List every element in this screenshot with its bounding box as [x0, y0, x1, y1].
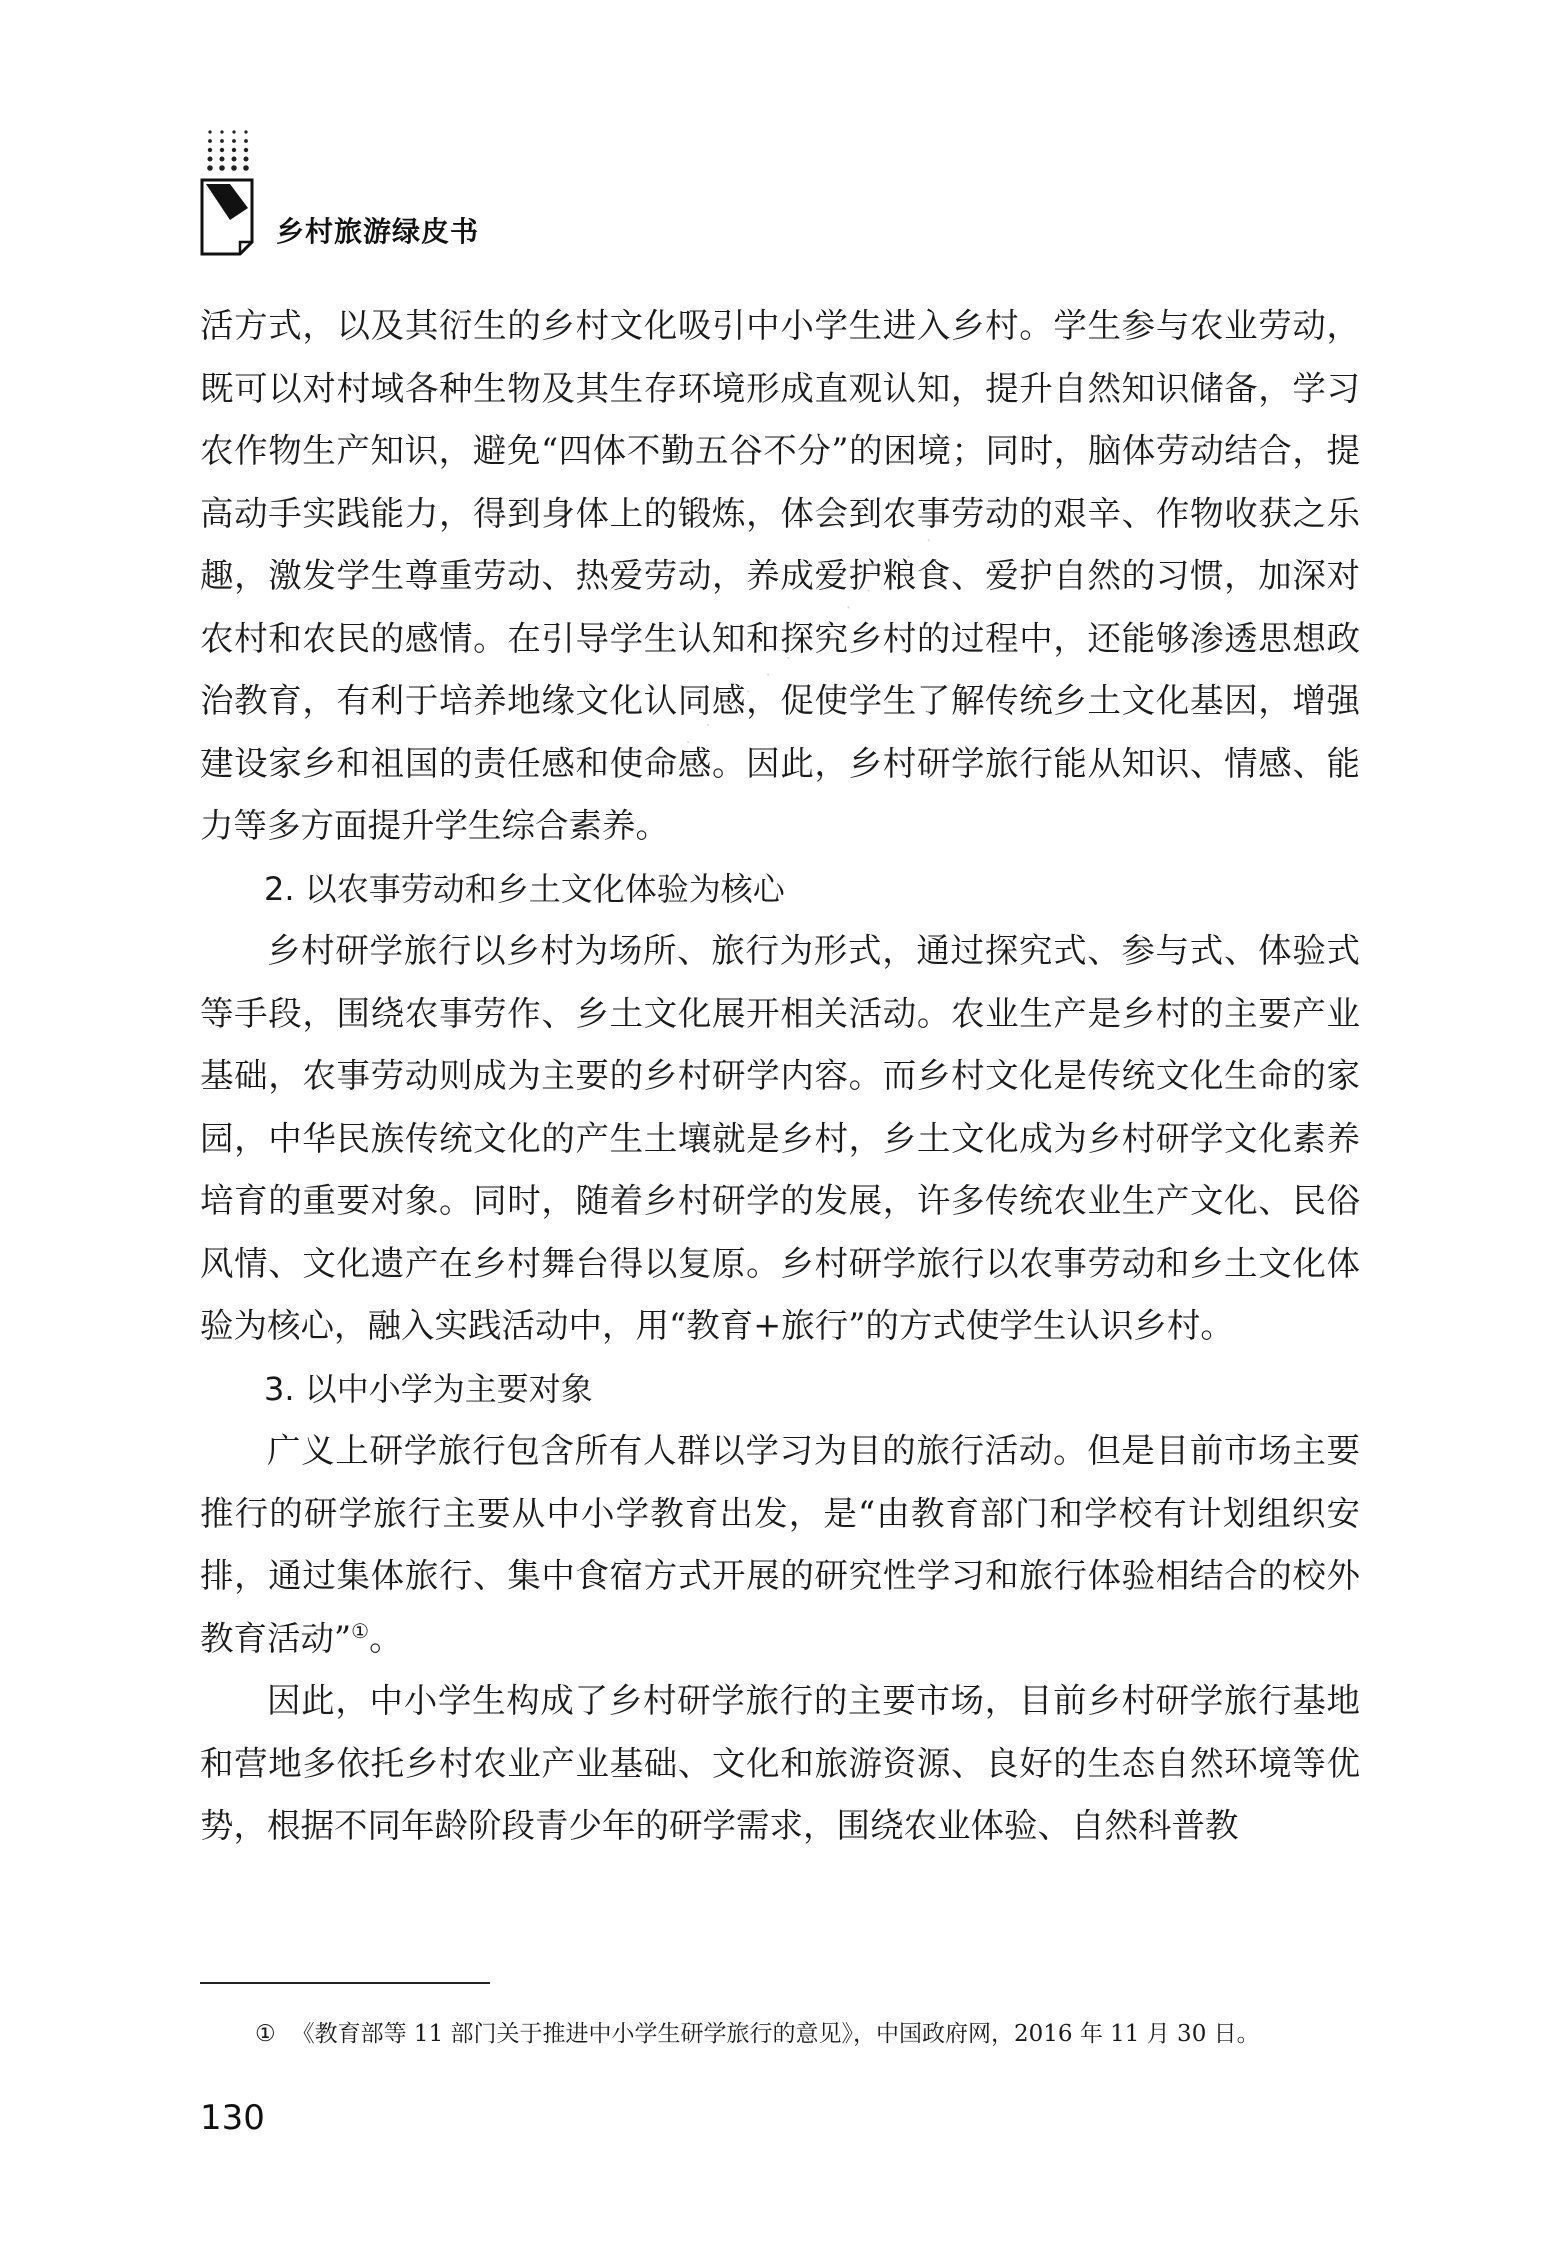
- paragraph: 因此，中小学生构成了乡村研学旅行的主要市场，目前乡村研学旅行基地和营地多依托乡村农业产业基础、文化和旅游资源、良好的生态自然环境等优势，根据不同年龄阶段青少年的研学需求，围绕农业体验、自然科普教: [200, 1681, 1360, 1845]
- footnote-divider: [200, 1982, 490, 1984]
- watermark: · · · · · · · · · · · · · · ·: [640, 526, 943, 785]
- running-header: [200, 128, 800, 258]
- paragraph: 乡村研学旅行以乡村为场所、旅行为形式，通过探究式、参与式、体验式等手段，围绕农事劳作、乡土文化展开相关活动。农业生产是乡村的主要产业基础，农事劳动则成为主要的乡村研学内容。而乡村文化是传统文化生命的家园，中华民族传统文化的产生土壤就是乡村，乡土文化成为乡村研学文化素养培育的重要对象。同时，随着乡村研学的发展，许多传统农业生产文化、民俗风情、文化遗产在乡村舞台得以复原。乡村研学旅行以农事劳动和乡土文化体验为核心，融入实践活动中，用“教育+旅行”的方式使学生认识乡村。: [200, 931, 1360, 1345]
- footnote-mark: ①: [255, 2021, 276, 2047]
- running-header-title: 乡村旅游绿皮书: [276, 215, 480, 248]
- paragraph-text: 活方式，以及其衍生的乡村文化吸引中小学生进入乡村。学生参与农业劳动，既可以对村域各种生物及其生存环境形成直观认知，提升自然知识储备，学习农作物生产知识，避免“四体不勤五谷不分”的困境；同时，脑体劳动结合，提高动手实践能力，得到身体上的锻炼，体会到农事劳动的艰辛、作物收获之乐趣，激发学生尊重劳动、热爱劳动，养成爱护粮食、爱护自然的习惯，加深对农村和农民的感情。在引导学生认知和探究乡村的过程中，还能够渗透思想政治教育，有利于培养地缘文化认同感，促使学生了解传统乡土文化基因，增强建设家乡和祖国的责任感和使命感。因此，乡村研学旅行能从知识、情感、能力等多方面提升学生综合素养。: [200, 306, 1360, 845]
- footnote: [255, 2016, 1405, 2052]
- paragraph-continuation: [200, 295, 1360, 858]
- body-text: [200, 295, 1360, 1858]
- page-number: 130: [200, 2098, 265, 2138]
- book-corner-logo-icon: [200, 178, 262, 256]
- footnote-reference[interactable]: ①: [351, 1618, 370, 1643]
- paragraph: [200, 1420, 1360, 1670]
- paragraph-text: 。: [369, 1618, 403, 1658]
- section-heading-2: 2. 以农事劳动和乡土文化体验为核心: [264, 869, 785, 908]
- footnote-text: 《教育部等 11 部门关于推进中小学生研学旅行的意见》，中国政府网，2016 年 11 月 30 日。: [291, 2021, 1260, 2047]
- dot-grid-ornament-icon: [206, 128, 258, 178]
- paragraph-text: 广义上研学旅行包含所有人群以学习为目的旅行活动。但是目前市场主要推行的研学旅行主要从中小学教育出发，是“由教育部门和学校有计划组织安排，通过集体旅行、集中食宿方式开展的研究性学习和旅行体验相结合的校外教育活动”: [200, 1431, 1360, 1658]
- section-heading-3: 3. 以中小学为主要对象: [264, 1369, 593, 1408]
